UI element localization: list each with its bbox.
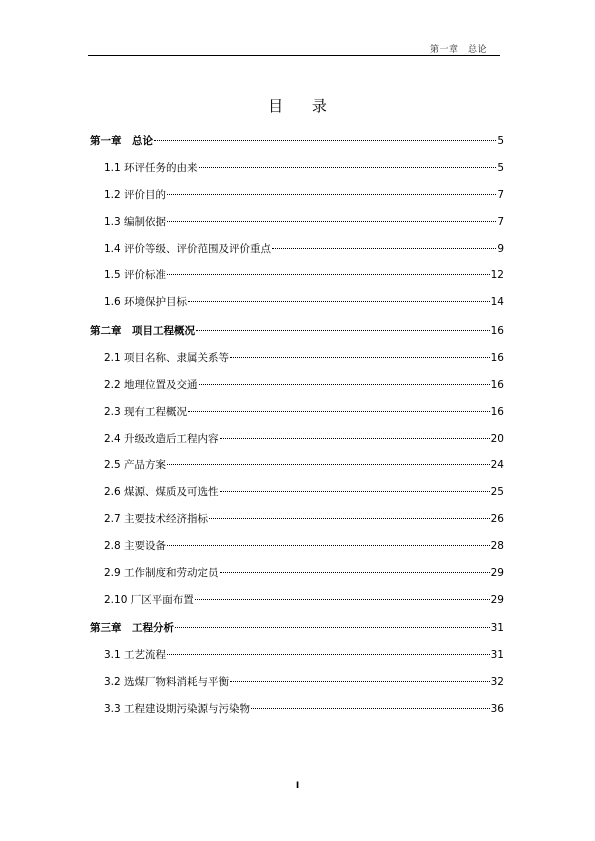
dot-leader [167, 221, 496, 222]
dot-leader [188, 411, 490, 412]
dot-leader [167, 274, 490, 275]
toc-section-entry[interactable] [90, 565, 504, 583]
toc-entry-page-number: 20 [490, 432, 504, 445]
page-number: I [295, 781, 300, 791]
dot-leader [230, 357, 490, 358]
toc-entry-label: 3.1 工艺流程 [104, 649, 167, 662]
toc-section-entry[interactable] [90, 377, 504, 395]
toc-section-entry[interactable] [90, 701, 504, 719]
running-header: 第一章 总论 [429, 45, 487, 55]
toc-section-entry[interactable] [90, 294, 504, 312]
toc-entry-label: 1.2 评价目的 [104, 188, 167, 201]
toc-entry-page-number: 14 [490, 296, 504, 309]
toc-entry-page-number: 12 [490, 269, 504, 282]
dot-leader [167, 464, 490, 465]
toc-chapter-entry[interactable] [90, 323, 504, 341]
toc-entry-page-number: 16 [490, 378, 504, 391]
toc-entry-label: 2.3 现有工程概况 [104, 405, 188, 418]
toc-entry-label: 第一章 总论 [90, 135, 153, 147]
toc-section-entry[interactable] [90, 160, 504, 178]
dot-leader [209, 518, 490, 519]
toc-section-entry[interactable] [90, 241, 504, 259]
dot-leader [220, 572, 490, 573]
dot-leader [167, 654, 490, 655]
toc-section-entry[interactable] [90, 511, 504, 529]
dot-leader [196, 330, 490, 331]
toc-entry-page-number: 16 [490, 405, 504, 418]
toc-entry-page-number: 5 [497, 161, 504, 174]
toc-chapter-entry[interactable] [90, 133, 504, 151]
toc-section-entry[interactable] [90, 647, 504, 665]
toc-entry-label: 1.3 编制依据 [104, 215, 167, 228]
dot-leader [195, 599, 490, 600]
toc-entry-label: 2.2 地理位置及交通 [104, 378, 198, 391]
toc-entry-page-number: 28 [490, 540, 504, 553]
toc-entry-page-number: 29 [490, 593, 504, 606]
toc-entry-label: 2.4 升级改造后工程内容 [104, 432, 219, 445]
dot-leader [167, 545, 490, 546]
toc-section-entry[interactable] [90, 404, 504, 422]
toc-section-entry[interactable] [90, 431, 504, 449]
toc-entry-label: 2.5 产品方案 [104, 459, 167, 472]
toc-section-entry[interactable] [90, 267, 504, 285]
table-of-contents [90, 133, 504, 719]
toc-entry-label: 2.7 主要技术经济指标 [104, 513, 209, 526]
toc-entry-label: 第二章 项目工程概况 [90, 324, 195, 337]
toc-entry-page-number: 7 [497, 188, 504, 201]
toc-title: 目 录 [268, 97, 339, 115]
dot-leader [230, 681, 490, 682]
header-divider [88, 55, 500, 56]
toc-entry-label: 2.8 主要设备 [104, 540, 167, 553]
toc-entry-label: 第三章 工程分析 [90, 622, 174, 635]
toc-entry-page-number: 31 [490, 622, 504, 635]
toc-entry-page-number: 31 [490, 649, 504, 662]
toc-section-entry[interactable] [90, 350, 504, 368]
toc-entry-page-number: 7 [497, 215, 504, 228]
toc-section-entry[interactable] [90, 484, 504, 502]
toc-section-entry[interactable] [90, 457, 504, 475]
toc-entry-page-number: 26 [490, 513, 504, 526]
toc-entry-page-number: 9 [497, 242, 504, 255]
toc-entry-label: 3.3 工程建设期污染源与污染物 [104, 703, 251, 716]
toc-entry-page-number: 16 [490, 324, 504, 337]
toc-entry-label: 1.5 评价标准 [104, 269, 167, 282]
dot-leader [272, 248, 496, 249]
dot-leader [175, 627, 490, 628]
toc-entry-label: 3.2 选煤厂物料消耗与平衡 [104, 676, 230, 689]
toc-entry-label: 1.1 环评任务的由来 [104, 161, 198, 174]
toc-entry-page-number: 36 [490, 703, 504, 716]
toc-section-entry[interactable] [90, 592, 504, 610]
toc-section-entry[interactable] [90, 538, 504, 556]
toc-entry-label: 2.6 煤源、煤质及可选性 [104, 486, 219, 499]
toc-entry-label: 2.10 厂区平面布置 [104, 593, 194, 606]
dot-leader [251, 708, 490, 709]
toc-entry-label: 2.1 项目名称、隶属关系等 [104, 351, 230, 364]
toc-section-entry[interactable] [90, 187, 504, 205]
toc-entry-label: 1.6 环境保护目标 [104, 296, 188, 309]
toc-chapter-entry[interactable] [90, 620, 504, 638]
dot-leader [220, 438, 490, 439]
toc-section-entry[interactable] [90, 214, 504, 232]
toc-section-entry[interactable] [90, 674, 504, 692]
dot-leader [199, 167, 497, 168]
toc-entry-page-number: 29 [490, 566, 504, 579]
toc-entry-label: 2.9 工作制度和劳动定员 [104, 566, 219, 579]
toc-entry-label: 1.4 评价等级、评价范围及评价重点 [104, 242, 272, 255]
toc-entry-page-number: 25 [490, 486, 504, 499]
dot-leader [167, 194, 496, 195]
dot-leader [154, 140, 496, 141]
dot-leader [188, 301, 490, 302]
toc-entry-page-number: 16 [490, 351, 504, 364]
dot-leader [199, 384, 490, 385]
toc-entry-page-number: 24 [490, 459, 504, 472]
dot-leader [220, 491, 490, 492]
toc-entry-page-number: 32 [490, 676, 504, 689]
toc-entry-page-number: 5 [497, 135, 504, 147]
